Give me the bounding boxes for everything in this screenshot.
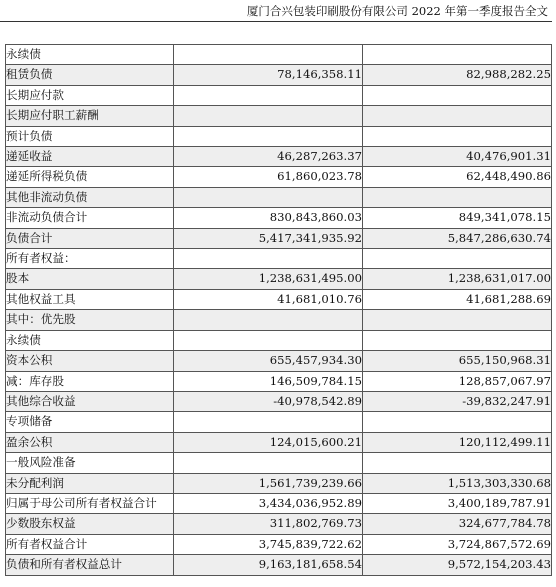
row-label: 永续债 xyxy=(6,330,174,350)
previous-period-value: 3,724,867,572.69 xyxy=(363,534,552,554)
previous-period-value xyxy=(363,412,552,432)
row-label: 一般风险准备 xyxy=(6,453,174,473)
current-period-value: 78,146,358.11 xyxy=(174,65,363,85)
table-row xyxy=(6,45,552,65)
row-label: 资本公积 xyxy=(6,351,174,371)
current-period-value: 311,802,769.73 xyxy=(174,514,363,534)
previous-period-value: 9,572,154,203.43 xyxy=(363,555,552,575)
previous-period-value xyxy=(363,85,552,105)
page-header: 厦门合兴包装印刷股份有限公司 2022 年第一季度报告全文 xyxy=(246,4,548,18)
current-period-value xyxy=(174,412,363,432)
previous-period-value: 41,681,288.69 xyxy=(363,289,552,309)
balance-sheet-body xyxy=(6,45,552,576)
previous-period-value: 128,857,067.97 xyxy=(363,371,552,391)
table-row xyxy=(6,493,552,513)
table-row xyxy=(6,289,552,309)
table-row xyxy=(6,310,552,330)
row-label: 递延所得税负债 xyxy=(6,167,174,187)
table-row xyxy=(6,473,552,493)
previous-period-value xyxy=(363,45,552,65)
table-row xyxy=(6,147,552,167)
balance-sheet-table xyxy=(5,44,552,576)
row-label: 其中：优先股 xyxy=(6,310,174,330)
previous-period-value: 62,448,490.86 xyxy=(363,167,552,187)
row-label: 递延收益 xyxy=(6,147,174,167)
table-row xyxy=(6,391,552,411)
row-label: 预计负债 xyxy=(6,126,174,146)
row-label: 永续债 xyxy=(6,45,174,65)
current-period-value xyxy=(174,330,363,350)
row-label: 租赁负债 xyxy=(6,65,174,85)
current-period-value: 5,417,341,935.92 xyxy=(174,228,363,248)
row-label: 长期应付款 xyxy=(6,85,174,105)
previous-period-value xyxy=(363,187,552,207)
previous-period-value: 40,476,901.31 xyxy=(363,147,552,167)
current-period-value xyxy=(174,126,363,146)
current-period-value xyxy=(174,187,363,207)
current-period-value: 3,745,839,722.62 xyxy=(174,534,363,554)
previous-period-value: 324,677,784.78 xyxy=(363,514,552,534)
row-label: 其他非流动负债 xyxy=(6,187,174,207)
row-label: 其他权益工具 xyxy=(6,289,174,309)
current-period-value: 830,843,860.03 xyxy=(174,208,363,228)
row-label: 长期应付职工薪酬 xyxy=(6,106,174,126)
previous-period-value xyxy=(363,106,552,126)
table-row xyxy=(6,269,552,289)
current-period-value xyxy=(174,106,363,126)
table-row xyxy=(6,126,552,146)
previous-period-value: 1,513,303,330.68 xyxy=(363,473,552,493)
previous-period-value xyxy=(363,249,552,269)
current-period-value: 655,457,934.30 xyxy=(174,351,363,371)
current-period-value xyxy=(174,453,363,473)
current-period-value xyxy=(174,85,363,105)
current-period-value: 46,287,263.37 xyxy=(174,147,363,167)
table-row xyxy=(6,65,552,85)
row-label: 其他综合收益 xyxy=(6,391,174,411)
current-period-value: 1,561,739,239.66 xyxy=(174,473,363,493)
previous-period-value xyxy=(363,330,552,350)
table-row xyxy=(6,534,552,554)
table-row xyxy=(6,432,552,452)
current-period-value: 61,860,023.78 xyxy=(174,167,363,187)
row-label: 专项储备 xyxy=(6,412,174,432)
table-row xyxy=(6,412,552,432)
table-row xyxy=(6,249,552,269)
previous-period-value: 1,238,631,017.00 xyxy=(363,269,552,289)
previous-period-value: 5,847,286,630.74 xyxy=(363,228,552,248)
previous-period-value: 849,341,078.15 xyxy=(363,208,552,228)
previous-period-value: 82,988,282.25 xyxy=(363,65,552,85)
previous-period-value: 655,150,968.31 xyxy=(363,351,552,371)
current-period-value: 146,509,784.15 xyxy=(174,371,363,391)
previous-period-value xyxy=(363,310,552,330)
current-period-value: 124,015,600.21 xyxy=(174,432,363,452)
previous-period-value xyxy=(363,453,552,473)
table-row xyxy=(6,514,552,534)
row-label: 非流动负债合计 xyxy=(6,208,174,228)
table-row xyxy=(6,106,552,126)
row-label: 归属于母公司所有者权益合计 xyxy=(6,493,174,513)
table-row xyxy=(6,351,552,371)
previous-period-value: 3,400,189,787.91 xyxy=(363,493,552,513)
row-label: 盈余公积 xyxy=(6,432,174,452)
table-row xyxy=(6,371,552,391)
current-period-value: 9,163,181,658.54 xyxy=(174,555,363,575)
row-label: 未分配利润 xyxy=(6,473,174,493)
previous-period-value: 120,112,499.11 xyxy=(363,432,552,452)
table-row xyxy=(6,228,552,248)
current-period-value: 41,681,010.76 xyxy=(174,289,363,309)
row-label: 所有者权益合计 xyxy=(6,534,174,554)
row-label: 负债合计 xyxy=(6,228,174,248)
table-row xyxy=(6,555,552,575)
header-divider xyxy=(0,21,552,22)
current-period-value xyxy=(174,310,363,330)
table-row xyxy=(6,85,552,105)
table-row xyxy=(6,187,552,207)
table-row xyxy=(6,453,552,473)
current-period-value: 3,434,036,952.89 xyxy=(174,493,363,513)
current-period-value xyxy=(174,45,363,65)
row-label: 减：库存股 xyxy=(6,371,174,391)
current-period-value: 1,238,631,495.00 xyxy=(174,269,363,289)
table-row xyxy=(6,167,552,187)
row-label: 负债和所有者权益总计 xyxy=(6,555,174,575)
table-row xyxy=(6,330,552,350)
row-label: 少数股东权益 xyxy=(6,514,174,534)
row-label: 所有者权益： xyxy=(6,249,174,269)
row-label: 股本 xyxy=(6,269,174,289)
table-row xyxy=(6,208,552,228)
current-period-value xyxy=(174,249,363,269)
previous-period-value xyxy=(363,126,552,146)
previous-period-value: -39,832,247.91 xyxy=(363,391,552,411)
current-period-value: -40,978,542.89 xyxy=(174,391,363,411)
